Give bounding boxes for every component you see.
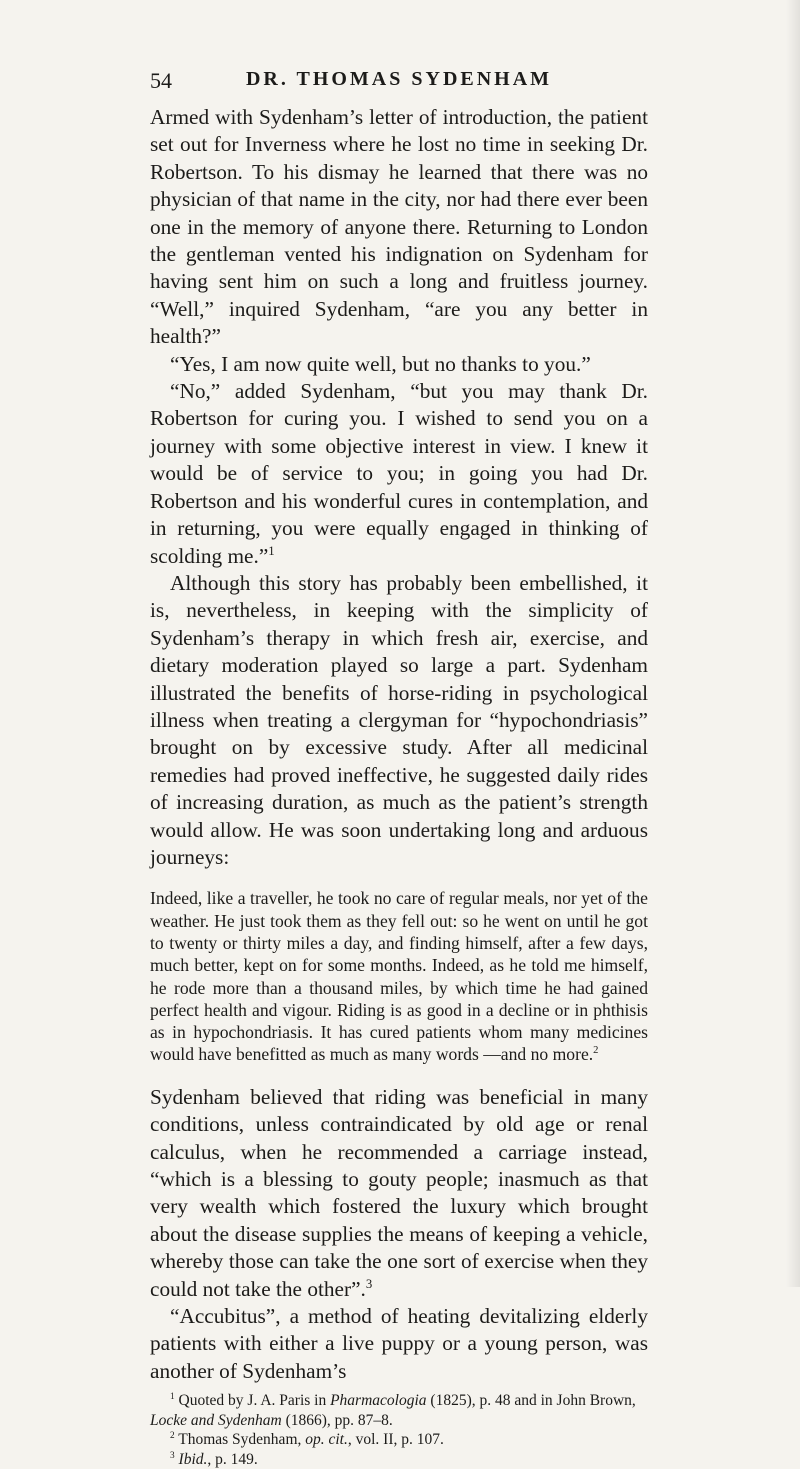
paragraph-6: “Accubitus”, a method of heating devitalizing elderly patients with either a live puppy or a young person, was another of Sydenham’s (150, 1304, 648, 1383)
paragraph-5 (150, 1084, 648, 1303)
footnote-title: Ibid. (178, 1450, 208, 1468)
paragraph-2: “Yes, I am now quite well, but no thanks to you.” (170, 351, 591, 376)
footnote-text: (1825), p. 48 and in John Brown, (426, 1392, 636, 1410)
footnote-mark: 3 (170, 1450, 175, 1461)
footnotes (150, 1391, 648, 1469)
paragraph-3-text: “No,” added Sydenham, “but you may thank Dr. Robertson for curing you. I wished to send you on a journey with some objective interest in view. I knew it would be of service to you; in going you had Dr. Robertson and his wonderful cures in contemplation, and in returning, you were equally engaged in thinking of scolding me.” (150, 379, 648, 568)
paragraph-4: Although this story has probably been embellished, it is, nevertheless, in keeping with the simplicity of Sydenham’s therapy in which fresh air, exercise, and dietary moderation played so large a part. Sydenham illustrated the benefits of horse-riding in psychological illness when treating a clergyman for “hypochondriasis” brought on by excessive study. After all medicinal remedies had proved ineffective, he suggested daily rides of increasing duration, as much as the patient’s strength would allow. He was soon undertaking long and arduous journeys: (150, 570, 648, 869)
running-head: DR. THOMAS SYDENHAM (245, 68, 553, 90)
page-number: 54 (150, 68, 172, 93)
footnote-text: , vol. II, p. 107. (347, 1431, 444, 1449)
footnote-mark: 1 (170, 1392, 175, 1403)
block-quote-text (150, 887, 648, 1065)
footnote-text: (1866), pp. 87–8. (281, 1411, 393, 1429)
footnote-ref-1: 1 (268, 543, 275, 558)
paragraph-1: Armed with Sydenham’s letter of introduction, the patient set out for Inverness where he lost no time in seeking Dr. Robertson. To his dismay he learned that there was no physician of that name in the city, nor had there ever been one in the memory of anyone there. Returning to London the gentleman vented his indignation on Sydenham for having sent him on such a long and fruitless journey. “Well,” inquired Sydenham, “are you any better in health?” (150, 105, 648, 349)
footnote-ref-3: 3 (365, 1276, 373, 1291)
paragraph-3 (150, 378, 648, 570)
footnote-title: Locke and Sydenham (150, 1411, 282, 1429)
page-edge-shadow (786, 0, 800, 1287)
footnote-title: Pharmacologia (330, 1392, 427, 1410)
block-quote (150, 887, 648, 1065)
main-text (150, 104, 648, 1469)
footnote-text: , p. 149. (207, 1450, 258, 1468)
footnote-ref-2: 2 (593, 1045, 599, 1057)
footnote-2 (150, 1430, 648, 1450)
footnote-3 (150, 1450, 648, 1469)
page-header (150, 68, 648, 98)
footnote-1 (150, 1391, 648, 1430)
paragraph-5-text: Sydenham believed that riding was beneficial in many conditions, unless contraindicated by old age or renal calculus, when he recommended a carriage instead, “which is a blessing to gouty people; inasmuch as that very wealth which fostered the luxury which brought about the disease supplies the means of keeping a vehicle, whereby those can take the one sort of exercise when they could not take the other”. (150, 1084, 648, 1301)
footnote-text: Quoted by J. A. Paris in (174, 1392, 331, 1410)
footnote-mark: 2 (170, 1431, 175, 1442)
quote-text: Indeed, like a traveller, he took no care of regular meals, nor yet of the weather. He just took them as they fell out: so he went on until he got to twenty or thirty miles a day, and finding himself, after a few days, much better, kept on for some months. Indeed, as he told me himself, he rode more than a thousand miles, by which time he had gained perfect health and vigour. Riding is as good in a decline or in phthisis as in hypochondriasis. It has cured patients whom many medicines would have benefitted as much as many words —and no more. (150, 888, 648, 1065)
footnote-title: op. cit. (305, 1431, 348, 1449)
footnote-text: Thomas Sydenham, (174, 1431, 306, 1449)
